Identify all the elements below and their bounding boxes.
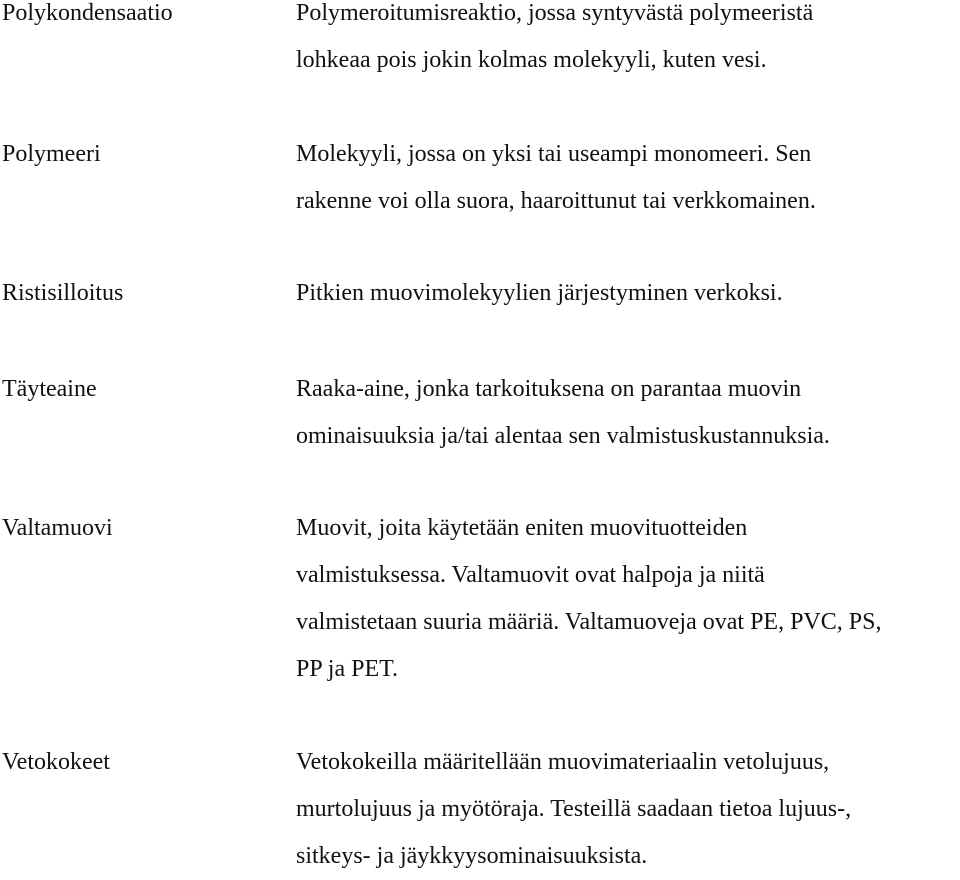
definition-line: Vetokokeilla määritellään muovimateriaalin vetolujuus,: [296, 749, 830, 775]
definition-line: Muovit, joita käytetään eniten muovituotteiden: [296, 515, 748, 541]
definition-line: valmistetaan suuria määriä. Valtamuoveja ovat PE, PVC, PS,: [296, 609, 882, 635]
glossary-definition: [296, 739, 960, 880]
definition-line: valmistuksessa. Valtamuovit ovat halpoja ja niitä: [296, 562, 765, 588]
definition-line: Raaka-aine, jonka tarkoituksena on parantaa muovin: [296, 376, 802, 402]
definition-line: rakenne voi olla suora, haaroittunut tai verkkomainen.: [296, 188, 816, 214]
glossary-term: Täyteaine: [2, 376, 97, 402]
definition-line: Molekyyli, jossa on yksi tai useampi monomeeri. Sen: [296, 141, 812, 167]
glossary-definition: [296, 505, 960, 693]
glossary-term: Ristisilloitus: [2, 280, 124, 306]
definition-line: lohkeaa pois jokin kolmas molekyyli, kuten vesi.: [296, 47, 767, 73]
glossary-definition: [296, 131, 960, 225]
glossary-term: Valtamuovi: [2, 515, 113, 541]
definition-line: Pitkien muovimolekyylien järjestyminen verkoksi.: [296, 280, 783, 306]
glossary-definition: [296, 270, 960, 317]
glossary-definition: [296, 0, 960, 84]
definition-line: murtolujuus ja myötöraja. Testeillä saadaan tietoa lujuus-,: [296, 796, 852, 822]
definition-line: Polymeroitumisreaktio, jossa syntyvästä polymeeristä: [296, 0, 814, 26]
definition-line: PP ja PET.: [296, 656, 399, 682]
glossary-term: Polykondensaatio: [2, 0, 173, 26]
glossary-definition: [296, 366, 960, 460]
glossary-term: Polymeeri: [2, 141, 101, 167]
glossary-term: Vetokokeet: [2, 749, 110, 775]
definition-line: sitkeys- ja jäykkyysominaisuuksista.: [296, 843, 648, 869]
definition-line: ominaisuuksia ja/tai alentaa sen valmistuskustannuksia.: [296, 423, 830, 449]
